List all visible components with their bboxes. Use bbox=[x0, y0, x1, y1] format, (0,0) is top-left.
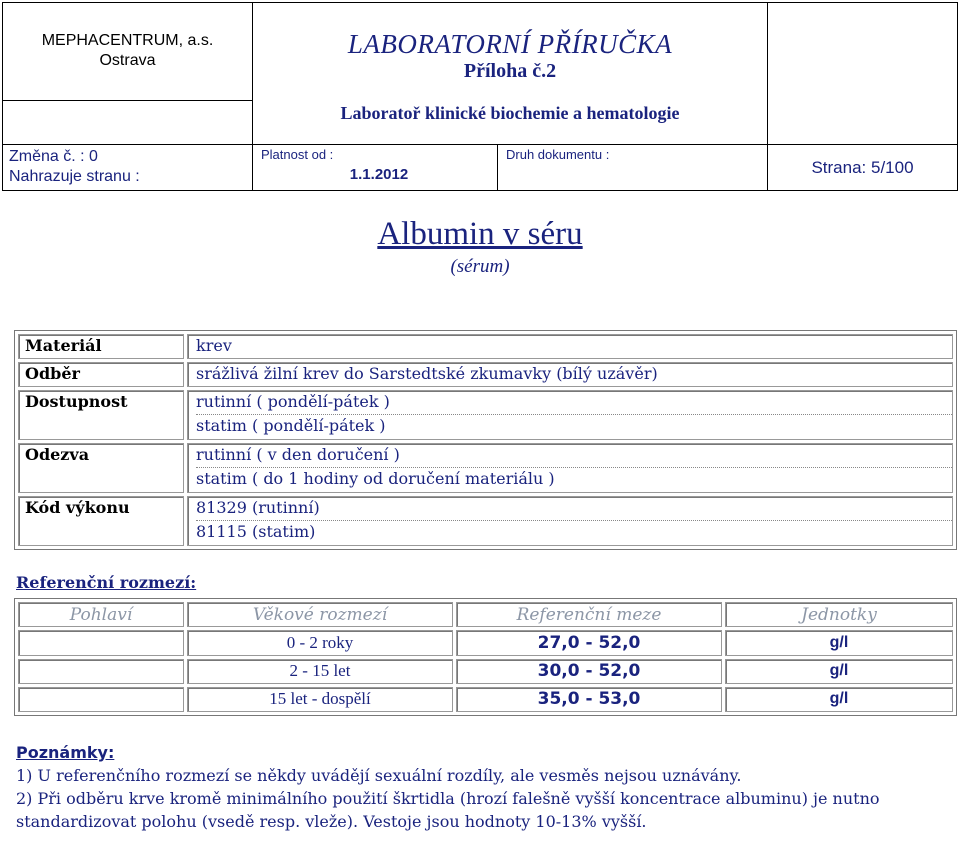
notes-section bbox=[16, 742, 906, 833]
reference-table bbox=[14, 598, 957, 716]
age-cell: 0 - 2 roky bbox=[187, 630, 453, 655]
age-cell: 15 let - dospělí bbox=[187, 687, 453, 712]
document-header bbox=[2, 2, 958, 191]
sex-cell bbox=[18, 630, 184, 655]
column-header-age: Věkové rozmezí bbox=[187, 602, 453, 627]
handbook-title-cell bbox=[253, 3, 768, 145]
organization-city: Ostrava bbox=[99, 52, 156, 69]
availability-value bbox=[187, 390, 953, 440]
doc-type-label: Druh dokumentu : bbox=[506, 147, 610, 162]
unit-cell: g/l bbox=[725, 659, 953, 684]
material-value: krev bbox=[187, 334, 953, 359]
header-spacer-cell bbox=[3, 101, 253, 145]
table-row bbox=[18, 630, 953, 655]
page-number: Strana: 5/100 bbox=[768, 145, 958, 191]
response-value bbox=[187, 443, 953, 493]
note-item: 1) U referenčního rozmezí se někdy uvádějí sexuální rozdíly, ale vesměs nejsou uznávány. bbox=[16, 766, 742, 785]
response-label: Odezva bbox=[18, 443, 184, 493]
appendix-label: Příloha č.2 bbox=[463, 60, 557, 82]
valid-from-cell bbox=[253, 145, 498, 191]
table-row bbox=[18, 659, 953, 684]
column-header-range: Referenční meze bbox=[456, 602, 722, 627]
table-row bbox=[18, 687, 953, 712]
reference-heading: Referenční rozmezí: bbox=[16, 573, 197, 592]
test-info-table bbox=[14, 330, 957, 550]
replaces-label: Nahrazuje stranu : bbox=[9, 168, 140, 185]
range-cell: 35,0 - 53,0 bbox=[456, 687, 722, 712]
laboratory-name: Laboratoř klinické biochemie a hematologie bbox=[340, 103, 680, 123]
column-header-sex: Pohlaví bbox=[18, 602, 184, 627]
sex-cell bbox=[18, 687, 184, 712]
response-statim: statim ( do 1 hodiny od doručení materiálu ) bbox=[196, 469, 555, 488]
range-cell: 30,0 - 52,0 bbox=[456, 659, 722, 684]
code-value bbox=[187, 496, 953, 546]
organization-name: MEPHACENTRUM, a.s. bbox=[41, 32, 214, 49]
header-blank-cell bbox=[768, 3, 958, 145]
sex-cell bbox=[18, 659, 184, 684]
code-statim: 81115 (statim) bbox=[196, 522, 316, 541]
availability-label: Dostupnost bbox=[18, 390, 184, 440]
material-label: Materiál bbox=[18, 334, 184, 359]
range-cell: 27,0 - 52,0 bbox=[456, 630, 722, 655]
unit-cell: g/l bbox=[725, 630, 953, 655]
reference-header-row bbox=[18, 602, 953, 627]
handbook-title: LABORATORNÍ PŘÍRUČKA bbox=[347, 29, 673, 59]
code-label: Kód výkonu bbox=[18, 496, 184, 546]
unit-cell: g/l bbox=[725, 687, 953, 712]
collection-label: Odběr bbox=[18, 362, 184, 387]
valid-from-label: Platnost od : bbox=[261, 147, 334, 162]
change-cell bbox=[3, 145, 253, 191]
doc-type-cell bbox=[498, 145, 768, 191]
notes-heading: Poznámky: bbox=[16, 743, 115, 762]
age-cell: 2 - 15 let bbox=[187, 659, 453, 684]
change-label: Změna č. : 0 bbox=[9, 148, 98, 165]
document-title: Albumin v séru bbox=[377, 216, 583, 252]
code-routine: 81329 (rutinní) bbox=[196, 497, 952, 521]
note-item: 2) Při odběru krve kromě minimálního použití škrtidla (hrozí falešně vyšší koncentrace albuminu) je nutno standardizovat polohu (vsedě resp. vleže). Vestoje jsou hodnoty 10-13% vyšší. bbox=[16, 789, 880, 831]
availability-statim: statim ( pondělí-pátek ) bbox=[196, 416, 386, 435]
valid-from-value: 1.1.2012 bbox=[349, 166, 409, 183]
document-subtitle: (sérum) bbox=[450, 256, 510, 277]
collection-value: srážlivá žilní krev do Sarstedtské zkumavky (bílý uzávěr) bbox=[187, 362, 953, 387]
column-header-unit: Jednotky bbox=[725, 602, 953, 627]
availability-routine: rutinní ( pondělí-pátek ) bbox=[196, 391, 952, 415]
organization-cell bbox=[3, 3, 253, 101]
response-routine: rutinní ( v den doručení ) bbox=[196, 444, 952, 468]
